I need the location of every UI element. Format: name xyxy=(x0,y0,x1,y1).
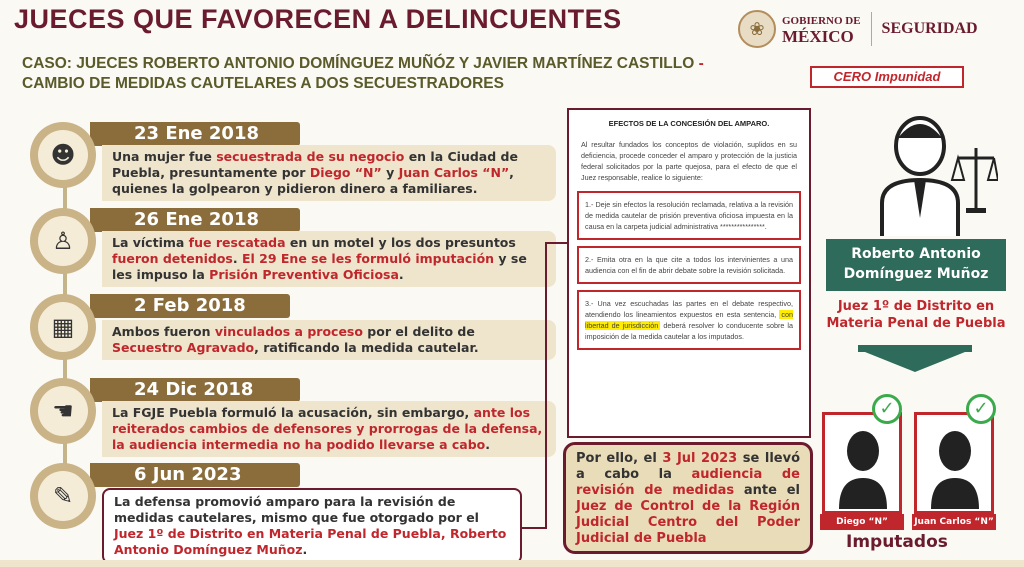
doc-point-2: 2.- Emita otra en la que cite a todos los intervinientes a una audiencia con el fin de abrir debate sobre la revisión solicitada. xyxy=(577,246,801,284)
subtitle-part1: CASO: JUECES ROBERTO ANTONIO DOMÍNGUEZ MUÑÓZ Y JAVIER MARTÍNEZ CASTILLO xyxy=(22,55,699,72)
t: . xyxy=(302,542,308,557)
event-icon-circle xyxy=(30,208,96,274)
t: y se les impuso la xyxy=(112,251,527,282)
gov-logo xyxy=(738,10,978,48)
doc-point-1: 1.- Deje sin efectos la resolución reclamada, relativa a la revisión de medida cautelar de prisión preventiva oficiosa impuesta en la causa en la carpeta judicial administrativa ****************. xyxy=(577,191,801,240)
bottom-bar xyxy=(0,560,1024,567)
t: Secuestro Agravado xyxy=(112,340,255,355)
eagle-seal-icon: ❀ xyxy=(738,10,776,48)
t: por el delito de xyxy=(362,324,475,339)
imputado-photo xyxy=(914,412,994,514)
event-body xyxy=(102,320,556,360)
t: en un motel y los dos presuntos xyxy=(285,235,516,250)
connector-line xyxy=(545,242,547,528)
event-body xyxy=(102,231,556,287)
t: secuestrada de su negocio xyxy=(216,149,405,164)
t: , quienes la golpearon y pidieron dinero a familiares. xyxy=(112,165,514,196)
event-icon-circle xyxy=(30,122,96,188)
t: La defensa promovió amparo para la revisión de medidas cautelares, mismo que fue otorgado por el xyxy=(114,494,479,525)
t: Por ello, el xyxy=(576,451,663,466)
cero-impunidad-badge: CERO Impunidad xyxy=(810,66,964,88)
t: Juez de Control de la Región Judicial Centro del Poder Judicial de Puebla xyxy=(576,499,800,546)
judge-name: Roberto Antonio Domínguez Muñoz xyxy=(826,239,1006,291)
t: El 29 Ene se les formuló imputación xyxy=(241,251,495,266)
check-icon: ✓ xyxy=(966,394,996,424)
imputado-name: Diego “N” xyxy=(820,514,904,530)
t: . xyxy=(232,251,242,266)
t: 3 Jul 2023 xyxy=(662,451,738,466)
t: vinculados a proceso xyxy=(214,324,363,339)
t: fue rescatada xyxy=(188,235,286,250)
jail-icon: ▦ xyxy=(38,302,88,352)
doc-intro: Al resultar fundados los conceptos de violación, suplidos en su deficiencia, procede conceder el amparo y protección de la justicia federal solicitados por la parte quejosa, para el efecto de que el Juez responsable, realice lo siguiente: xyxy=(581,140,797,182)
conclusion-box xyxy=(563,442,813,554)
event-date: 6 Jun 2023 xyxy=(90,463,300,487)
imputados-label: Imputados xyxy=(846,532,948,552)
connector-line xyxy=(545,242,569,244)
t: La FGJE Puebla formuló la acusación, sin embargo, xyxy=(112,405,474,420)
event-date: 24 Dic 2018 xyxy=(90,378,300,402)
t: , ratificando la medida cautelar. xyxy=(254,340,479,355)
logo-divider xyxy=(871,12,872,46)
gov-line2: MÉXICO xyxy=(782,27,854,46)
t: deberá resolver lo conducente sobre la imposición de la medida cautelar a los imputados. xyxy=(585,321,793,341)
subtitle-part2: CAMBIO DE MEDIDAS CAUTELARES A DOS SECUESTRADORES xyxy=(22,75,504,92)
hooded-person-icon: ☻ xyxy=(38,130,88,180)
seguridad-logo: SEGURIDAD xyxy=(881,20,978,37)
event-icon-circle xyxy=(30,294,96,360)
person-silhouette-icon xyxy=(839,423,887,509)
t: ante el xyxy=(734,483,801,498)
t: en la Ciudad de Puebla, presuntamente por xyxy=(112,149,518,180)
connector-line xyxy=(522,527,547,529)
page-title: JUECES QUE FAVORECEN A DELINCUENTES xyxy=(14,4,622,34)
t: Una mujer fue xyxy=(112,149,217,164)
event-body xyxy=(102,145,556,201)
t: . xyxy=(398,267,404,282)
t: Juan Carlos “N” xyxy=(398,165,510,180)
case-subtitle xyxy=(22,54,742,94)
t: y xyxy=(381,165,399,180)
event-body xyxy=(102,488,522,564)
police-officers-icon: ♙ xyxy=(38,216,88,266)
t: 3.- Una vez escuchadas las partes en el debate respectivo, atendiendo los lineamientos expuestos en esta sentencia, xyxy=(585,299,793,319)
event-date: 23 Ene 2018 xyxy=(90,122,300,146)
down-arrow-icon xyxy=(860,350,970,372)
t: se llevó a cabo la xyxy=(576,451,801,482)
t: . xyxy=(485,437,490,452)
t: ante los reiterados cambios de defensores y prorrogas de la defensa, la audiencia intermedia no ha podido llevarse a cabo xyxy=(112,405,543,452)
event-icon-circle xyxy=(30,463,96,529)
imputado-photo xyxy=(822,412,902,514)
amparo-document xyxy=(567,108,811,438)
person-silhouette-icon xyxy=(931,423,979,509)
t: Ambos fueron xyxy=(112,324,215,339)
t: La víctima xyxy=(112,235,189,250)
judge-scales-icon xyxy=(868,108,998,236)
pointing-hand-icon: ☚ xyxy=(38,386,88,436)
subtitle-dash: - xyxy=(698,55,704,72)
event-body xyxy=(102,401,556,457)
document-pen-icon: ✎ xyxy=(38,471,88,521)
t: audiencia de revisión de medidas xyxy=(576,467,800,498)
imputado-name: Juan Carlos “N” xyxy=(912,514,996,530)
t: Diego “N” xyxy=(309,165,382,180)
gov-text xyxy=(782,14,861,44)
event-date: 26 Ene 2018 xyxy=(90,208,300,232)
t: Juez 1º de Distrito en Materia Penal de Puebla, Roberto Antonio Domínguez Muñoz xyxy=(114,526,507,557)
highlight: con libertad de jurisdicción xyxy=(585,310,793,330)
event-date: 2 Feb 2018 xyxy=(90,294,290,318)
t: Prisión Preventiva Oficiosa xyxy=(209,267,399,282)
judge-role: Juez 1º de Distrito en Materia Penal de Puebla xyxy=(826,299,1006,331)
check-icon: ✓ xyxy=(872,394,902,424)
doc-heading: EFECTOS DE LA CONCESIÓN DEL AMPARO. xyxy=(608,119,770,128)
gov-line1: GOBIERNO DE xyxy=(782,15,861,27)
t: fueron detenidos xyxy=(112,251,233,266)
doc-point-3 xyxy=(577,290,801,350)
event-icon-circle xyxy=(30,378,96,444)
